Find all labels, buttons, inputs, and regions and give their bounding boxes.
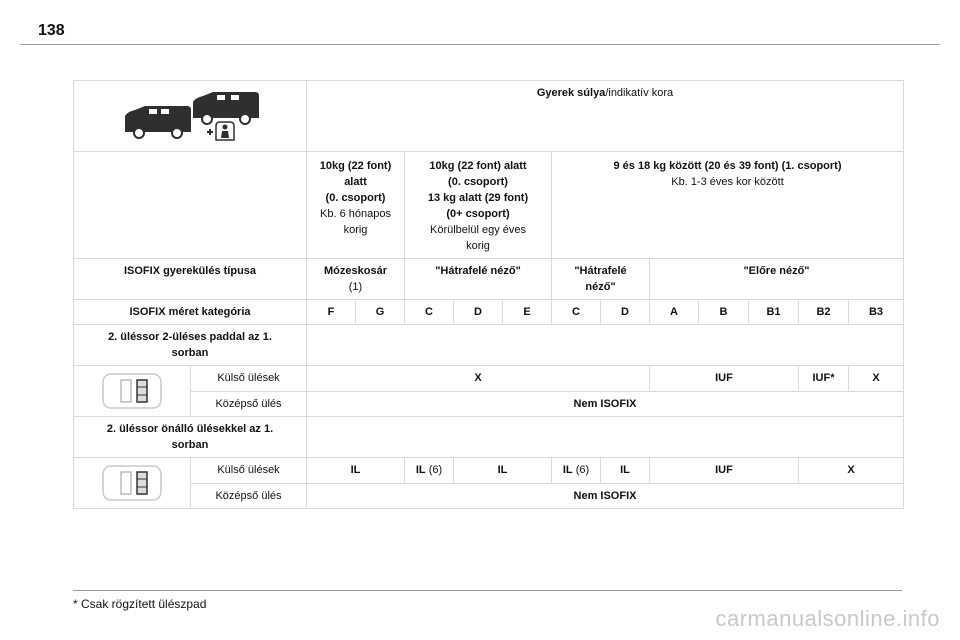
value-il: IL: [415, 464, 426, 476]
isofix-table: [73, 80, 904, 509]
outer-seats-iuf: IUF: [650, 366, 799, 392]
size-category-row: [74, 300, 904, 325]
rear-facing-cell-2: [552, 259, 650, 300]
size-cell: D: [601, 300, 650, 325]
outer-seats-value: [552, 458, 601, 484]
group-0plus-cell: [405, 152, 552, 259]
carrycot-label: Mózeskosár: [324, 265, 387, 277]
center-seat-value: Nem ISOFIX: [307, 483, 904, 509]
van-icon-long: [193, 92, 259, 124]
section1-outer-row: [74, 366, 904, 392]
size-cell: G: [356, 300, 405, 325]
size-cell: C: [552, 300, 601, 325]
group-0plus-age: Körülbelül egy éves: [429, 224, 526, 236]
outer-seats-iuf-star: IUF*: [799, 366, 849, 392]
vehicle-icons-cell: [74, 81, 307, 152]
top-divider: [20, 44, 940, 45]
size-cell: F: [307, 300, 356, 325]
header-row: [74, 81, 904, 152]
outer-seats-value: IL: [307, 458, 405, 484]
size-category-label: ISOFIX méret kategória: [74, 300, 307, 325]
page-number: 138: [38, 22, 65, 39]
empty-cell: [307, 417, 904, 458]
group-0plus-weight-a: 10kg (22 font) alatt: [429, 160, 527, 172]
van-icon-short: [125, 106, 191, 138]
outer-seats-label: Külső ülések: [191, 366, 307, 392]
outer-seats-value: [405, 458, 454, 484]
forward-facing-cell: "Előre néző": [650, 259, 904, 300]
child-seat-icon: [207, 122, 234, 140]
weight-label-bold: Gyerek súlya: [536, 87, 606, 99]
section2-center-row: [74, 483, 904, 509]
outer-seats-value: IL: [601, 458, 650, 484]
size-cell: E: [503, 300, 552, 325]
outer-seats-x-b3: X: [849, 366, 904, 392]
seat-layout-icon-cell: [74, 366, 191, 417]
seat-layout-icon: [97, 370, 167, 412]
rear-facing-2-line2: néző": [585, 281, 616, 293]
group-0-weight: 10kg (22 font): [319, 160, 392, 172]
weight-groups-row: [74, 152, 904, 259]
seat-type-label: ISOFIX gyerekülés típusa: [74, 259, 307, 300]
group-1-cell: [552, 152, 904, 259]
size-cell: B2: [799, 300, 849, 325]
value-note: (6): [572, 464, 590, 476]
section2-title-row: [74, 417, 904, 458]
van-icons: [115, 88, 265, 144]
section2-title-line2: sorban: [171, 439, 209, 451]
group-0-weight-cont: alatt: [344, 176, 367, 188]
group-1-age: Kb. 1-3 éves kor között: [671, 176, 784, 188]
rear-facing-2-line1: "Hátrafelé: [574, 265, 627, 277]
group-1-weight: 9 és 18 kg között (20 és 39 font) (1. csoport): [613, 160, 842, 172]
center-seat-label: Középső ülés: [191, 483, 307, 509]
value-note: (6): [425, 464, 443, 476]
outer-seats-value: IL: [454, 458, 552, 484]
size-cell: B: [699, 300, 749, 325]
size-cell: D: [454, 300, 503, 325]
section1-center-row: [74, 391, 904, 417]
size-cell: A: [650, 300, 699, 325]
group-0-name: (0. csoport): [325, 192, 386, 204]
empty-cell: [74, 152, 307, 259]
rear-facing-cell-1: "Hátrafelé néző": [405, 259, 552, 300]
seat-type-row: [74, 259, 904, 300]
group-0-age: Kb. 6 hónapos: [320, 208, 391, 220]
section2-title: [74, 417, 307, 458]
section1-title-line2: sorban: [171, 347, 209, 359]
outer-seats-label: Külső ülések: [191, 458, 307, 484]
footnote: * Csak rögzített ülészpad: [73, 597, 207, 611]
section2-outer-row: [74, 458, 904, 484]
section1-title: [74, 325, 307, 366]
group-0plus-weight-b: 13 kg alatt (29 font): [427, 192, 529, 204]
weight-label-rest: /indikatív kora: [605, 87, 674, 99]
section2-title-line1: 2. üléssor önálló ülésekkel az 1.: [106, 423, 274, 435]
outer-seats-x: X: [799, 458, 904, 484]
size-cell: C: [405, 300, 454, 325]
section1-title-line1: 2. üléssor 2-üléses paddal az 1.: [108, 331, 272, 343]
footer-divider: [73, 590, 902, 591]
group-0plus-name-a: (0. csoport): [448, 176, 508, 188]
center-seat-label: Középső ülés: [191, 391, 307, 417]
value-il: IL: [562, 464, 573, 476]
group-0-cell: [307, 152, 405, 259]
size-cell: B3: [849, 300, 904, 325]
carrycot-note: (1): [348, 281, 363, 293]
group-0plus-name-b: (0+ csoport): [446, 208, 510, 220]
child-weight-header: [307, 81, 904, 152]
group-0plus-age-cont: korig: [466, 240, 490, 252]
seat-layout-icon: [97, 462, 167, 504]
outer-seats-iuf: IUF: [650, 458, 799, 484]
center-seat-value: Nem ISOFIX: [307, 391, 904, 417]
carrycot-cell: [307, 259, 405, 300]
group-0-age-cont: korig: [343, 224, 368, 236]
outer-seats-x: X: [307, 366, 650, 392]
watermark: carmanualsonline.info: [715, 606, 940, 631]
section1-title-row: [74, 325, 904, 366]
seat-layout-icon-cell: [74, 458, 191, 509]
size-cell: B1: [749, 300, 799, 325]
empty-cell: [307, 325, 904, 366]
